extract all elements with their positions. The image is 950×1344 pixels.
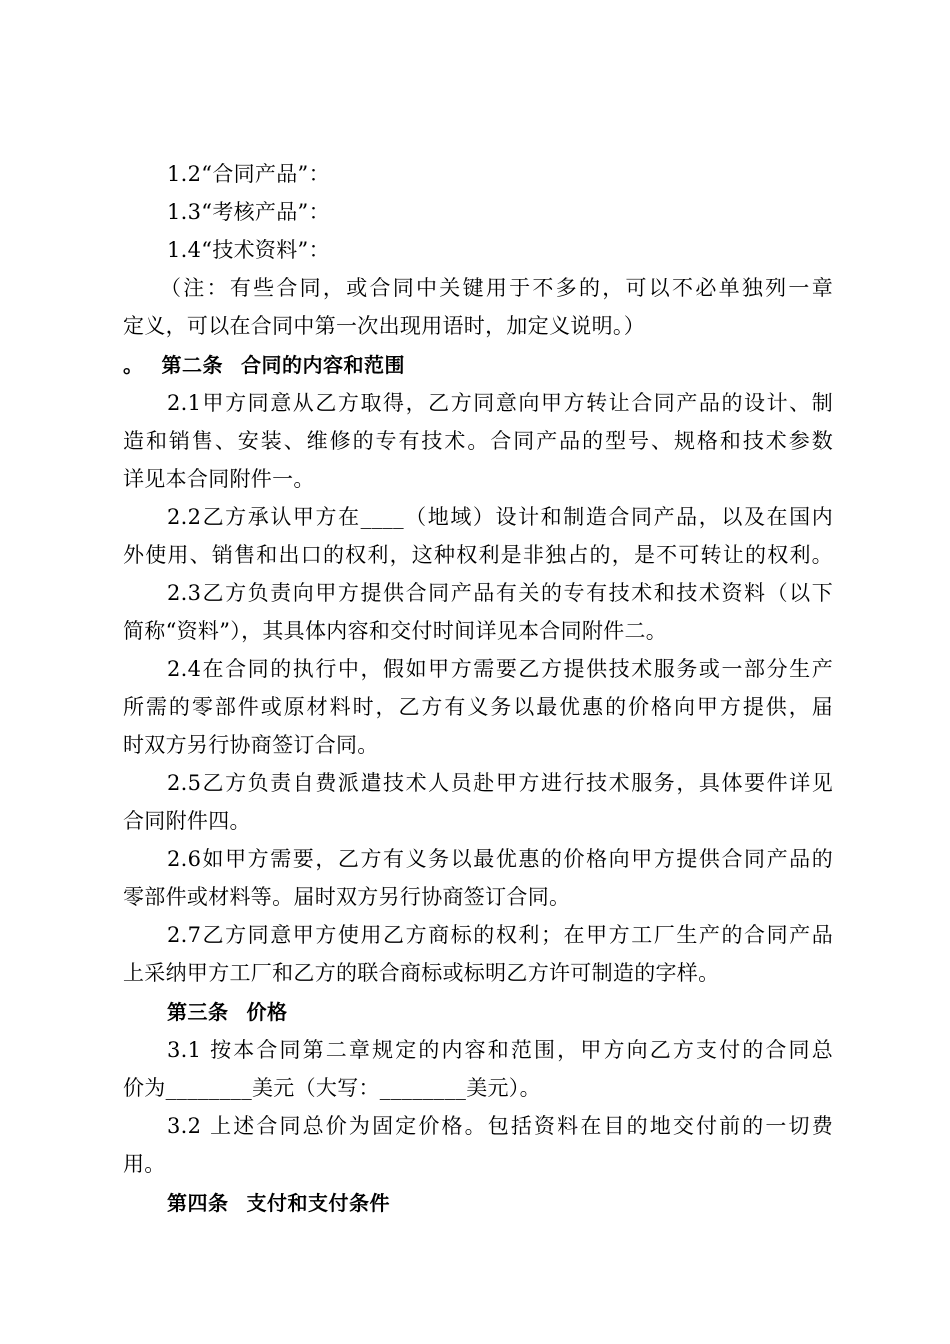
clause-2-1-line-1: 2.1甲方同意从乙方取得，乙方同意向甲方转让合同产品的设计、制 <box>167 391 833 415</box>
article-4-number: 第四条 <box>167 1191 229 1215</box>
clause-3-1-line-1: 3.1 按本合同第二章规定的内容和范围，甲方向乙方支付的合同总 <box>167 1038 833 1062</box>
clause-2-2-line-1: 2.2乙方承认甲方在____（地域）设计和制造合同产品，以及在国内 <box>167 505 833 529</box>
article-4-title: 支付和支付条件 <box>246 1191 390 1215</box>
clause-2-3-line-1: 2.3乙方负责向甲方提供合同产品有关的专有技术和技术资料（以下 <box>167 581 833 605</box>
article-2-title: 合同的内容和范围 <box>241 353 405 377</box>
clause-1-4: 1.4“技术资料”： <box>167 238 330 262</box>
clause-2-7-line-1: 2.7乙方同意甲方使用乙方商标的权利；在甲方工厂生产的合同产品 <box>167 923 833 947</box>
clause-3-1-line-2: 价为________美元（大写：________美元）。 <box>123 1076 541 1100</box>
clause-2-1-line-2: 造和销售、安装、维修的专有技术。合同产品的型号、规格和技术参数 <box>123 429 833 453</box>
clause-2-4-line-1: 2.4在合同的执行中，假如甲方需要乙方提供技术服务或一部分生产 <box>167 657 833 681</box>
note-line-2: 定义，可以在合同中第一次出现用语时，加定义说明。） <box>123 314 645 338</box>
clause-3-2-line-2: 用。 <box>123 1152 166 1176</box>
clause-1-2: 1.2“合同产品”： <box>167 162 330 186</box>
clause-2-6-line-1: 2.6如甲方需要，乙方有义务以最优惠的价格向甲方提供合同产品的 <box>167 847 833 871</box>
article-3-title: 价格 <box>246 1000 288 1024</box>
article-2-heading <box>123 352 833 378</box>
clause-2-5-line-1: 2.5乙方负责自费派遣技术人员赴甲方进行技术服务，具体要件详见 <box>167 771 833 795</box>
clause-2-5-line-2: 合同附件四。 <box>123 809 251 833</box>
clause-1-3: 1.3“考核产品”： <box>167 200 330 224</box>
article-2-number: 第二条 <box>161 353 223 377</box>
clause-2-3-line-2: 简称“资料”），其具体内容和交付时间详见本合同附件二。 <box>123 619 668 643</box>
clause-2-4-line-3: 时双方另行协商签订合同。 <box>123 733 379 757</box>
clause-2-4-line-2: 所需的零部件或原材料时，乙方有义务以最优惠的价格向甲方提供，届 <box>123 695 833 719</box>
article-3-number: 第三条 <box>167 1000 229 1024</box>
clause-2-7-line-2: 上采纳甲方工厂和乙方的联合商标或标明乙方许可制造的字样。 <box>123 961 720 985</box>
clause-2-1-line-3: 详见本合同附件一。 <box>123 467 315 491</box>
article-3-heading <box>167 999 833 1025</box>
clause-3-2-line-1: 3.2 上述合同总价为固定价格。包括资料在目的地交付前的一切费 <box>167 1114 833 1138</box>
article-2-mark: 。 <box>123 353 144 377</box>
clause-2-6-line-2: 零部件或材料等。届时双方另行协商签订合同。 <box>123 885 571 909</box>
article-4-heading <box>167 1190 833 1216</box>
note-line-1: （注：有些合同，或合同中关键用于不多的，可以不必单独列一章 <box>160 276 833 300</box>
clause-2-2-line-2: 外使用、销售和出口的权利，这种权利是非独占的，是不可转让的权利。 <box>123 543 833 567</box>
